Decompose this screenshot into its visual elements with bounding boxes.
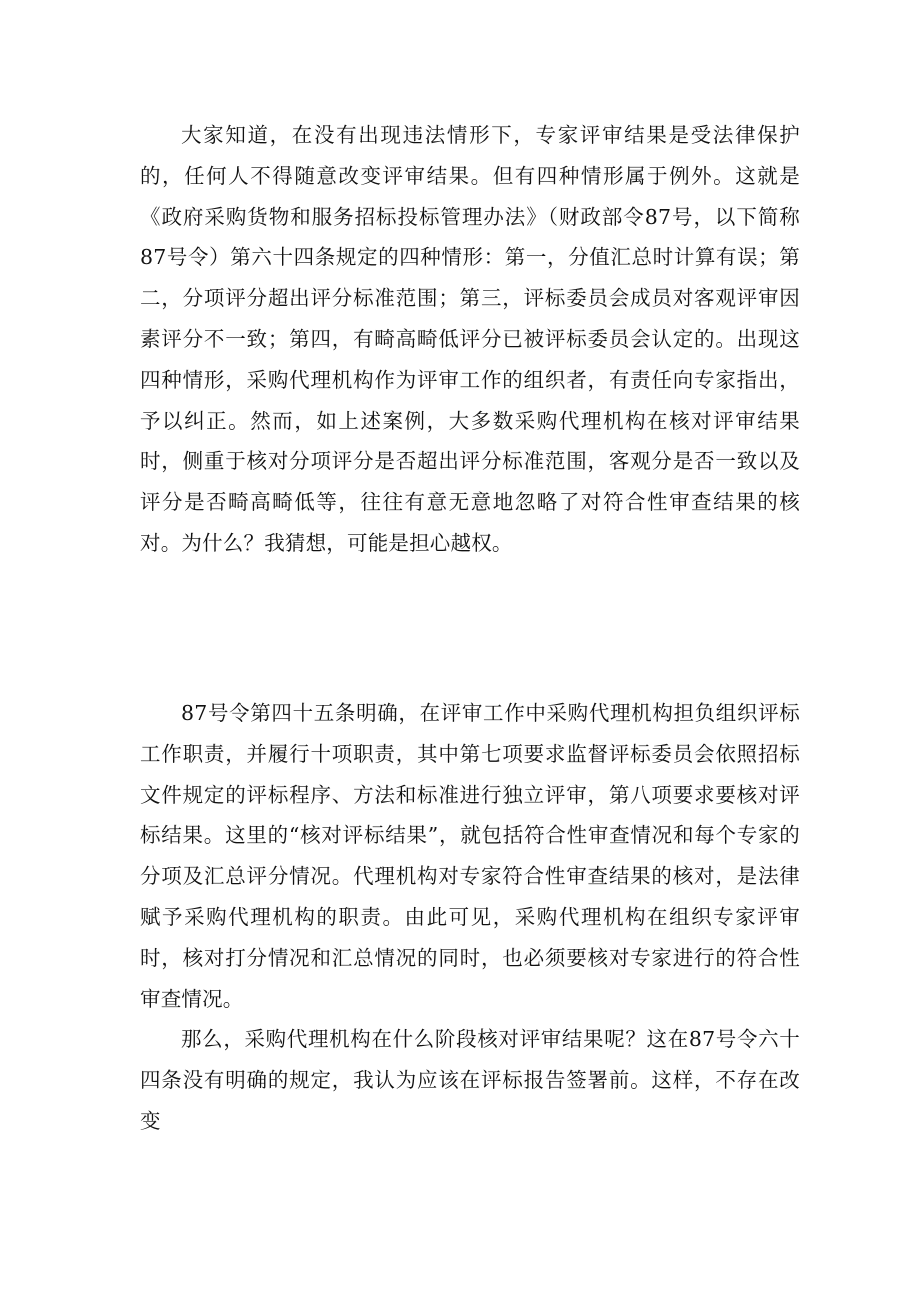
paragraph-1: 大家知道，在没有出现违法情形下，专家评审结果是受法律保护的，任何人不得随意改变评审结果。但有四种情形属于例外。这就是《政府采购货物和服务招标投标管理办法》（财政部令87号，以下简称87号令）第六十四条规定的四种情形：第一，分值汇总时计算有误；第二，分项评分超出评分标准范围；第三，评标委员会成员对客观评审因素评分不一致；第四，有畸高畸低评分已被评标委员会认定的。出现这四种情形，采购代理机构作为评审工作的组织者，有责任向专家指出，予以纠正。然而，如上述案例，大多数采购代理机构在核对评审结果时，侧重于核对分项评分是否超出评分标准范围，客观分是否一致以及评分是否畸高畸低等，往往有意无意地忽略了对符合性审查结果的核对。为什么？我猜想，可能是担心越权。	[140, 123, 800, 555]
text-section-2	[140, 693, 800, 1142]
paragraph-3: 那么，采购代理机构在什么阶段核对评审结果呢？这在87号令六十四条没有明确的规定，我认为应该在评标报告签署前。这样，不存在改变	[140, 1027, 800, 1133]
paragraph-2: 87号令第四十五条明确，在评审工作中采购代理机构担负组织评标工作职责，并履行十项职责，其中第七项要求监督评标委员会依照招标文件规定的评标程序、方法和标准进行独立评审，第八项要求要核对评标结果。这里的“核对评标结果”，就包括符合性审查情况和每个专家的分项及汇总评分情况。代理机构对专家符合性审查结果的核对，是法律赋予采购代理机构的职责。由此可见，采购代理机构在组织专家评审时，核对打分情况和汇总情况的同时，也必须要核对专家进行的符合性审查情况。	[140, 701, 800, 1011]
text-section-1	[140, 115, 800, 564]
